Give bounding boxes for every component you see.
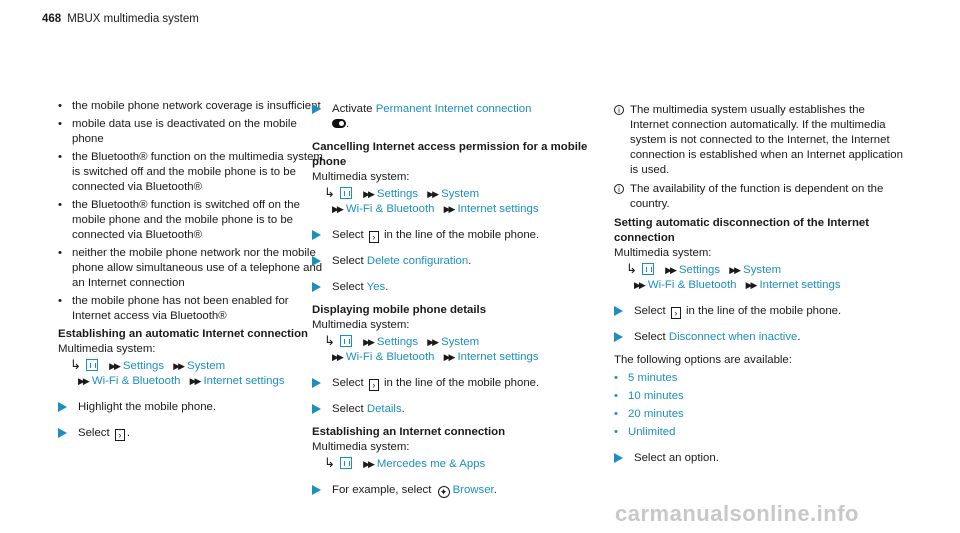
step [312, 254, 600, 269]
list-item: • the Bluetooth® function on the multimedia system is switched off and the mobile phone is to be connected via Bluetooth® [58, 150, 328, 195]
menu-internet-settings[interactable]: Internet settings [457, 203, 539, 215]
watermark: carmanualsonline.info [615, 501, 859, 526]
section-heading: Setting automatic disconnection of the Internet connection [614, 217, 870, 244]
step-arrow-icon [312, 404, 321, 414]
info-icon: i [614, 184, 624, 194]
step-text: Activate [332, 103, 373, 115]
double-chevron-icon: ▶▶ [363, 337, 373, 347]
chevron-right-icon[interactable]: › [369, 231, 379, 243]
options-intro: The following options are available: [614, 354, 792, 366]
chevron-right-icon[interactable]: › [671, 307, 681, 319]
option-20-minutes[interactable]: • 20 minutes [614, 407, 904, 422]
step-arrow-icon [614, 306, 623, 316]
step-text: For example, select [332, 484, 432, 496]
double-chevron-icon: ▶▶ [729, 265, 740, 275]
step-arrow-icon [312, 230, 321, 240]
menu-mercedes-apps[interactable]: Mercedes me & Apps [376, 458, 486, 470]
column-1 [58, 99, 328, 449]
list-item: • the mobile phone has not been enabled for Internet access via Bluetooth® [58, 294, 328, 324]
column-3 [614, 103, 904, 474]
note-text: The multimedia system usually establishes the Internet connection automatically. If the multimedia system is not connected to the Internet, the Internet connection is established when an Internet application is used. [630, 104, 903, 176]
info-icon: i [614, 105, 624, 115]
step [58, 400, 328, 415]
column-2 [312, 102, 600, 506]
step-text: Select [332, 255, 364, 267]
step: Activate Permanent Internet connection . [312, 102, 600, 132]
home-icon [340, 457, 352, 469]
menu-settings[interactable]: Settings [376, 336, 419, 348]
double-chevron-icon: ▶▶ [109, 361, 119, 371]
compass-icon[interactable]: ✦ [438, 486, 450, 498]
step-arrow-icon [312, 485, 321, 495]
step-text: Select [78, 427, 110, 439]
step-arrow-icon [614, 453, 623, 463]
section-heading: Establishing an automatic Internet connection [58, 328, 308, 340]
return-arrow-icon: ↳ [324, 455, 335, 470]
menu-path-label: Multimedia system: [312, 319, 410, 331]
step-arrow-icon [312, 378, 321, 388]
menu-settings[interactable]: Settings [376, 188, 419, 200]
step [312, 228, 600, 243]
double-chevron-icon: ▶▶ [363, 459, 373, 469]
menu-system[interactable]: System [441, 188, 480, 200]
menu-path [312, 350, 600, 365]
double-chevron-icon: ▶▶ [189, 376, 200, 386]
menu-wifi-bluetooth[interactable]: Wi-Fi & Bluetooth [345, 351, 435, 363]
double-chevron-icon: ▶▶ [427, 189, 438, 199]
note-text: The availability of the function is dependent on the country. [630, 183, 884, 210]
disconnect-inactive-link[interactable]: Disconnect when inactive [668, 331, 798, 343]
step [312, 402, 600, 417]
step [312, 280, 600, 295]
details-link[interactable]: Details [366, 403, 402, 415]
toggle-icon[interactable] [332, 119, 346, 128]
menu-path-label: Multimedia system: [312, 171, 410, 183]
option-5-minutes[interactable]: • 5 minutes [614, 371, 904, 386]
menu-settings[interactable]: Settings [122, 360, 165, 372]
menu-wifi-bluetooth[interactable]: Wi-Fi & Bluetooth [647, 279, 737, 291]
double-chevron-icon: ▶▶ [427, 337, 438, 347]
section-heading: Cancelling Internet access permission for a mobile phone [312, 141, 588, 168]
step-arrow-icon [312, 104, 321, 114]
return-arrow-icon: ↳ [70, 357, 81, 372]
step-text: . [126, 427, 131, 439]
menu-system[interactable]: System [441, 336, 480, 348]
page-title: MBUX multimedia system [67, 13, 199, 25]
step-text: Highlight the mobile phone. [78, 401, 217, 413]
menu-wifi-bluetooth[interactable]: Wi-Fi & Bluetooth [91, 375, 181, 387]
page-header [42, 12, 199, 27]
list-item: • mobile data use is deactivated on the mobile phone [58, 117, 328, 147]
list-item: • neither the mobile phone network nor the mobile phone allow simultaneous use of a telephone and an Internet connection [58, 246, 328, 291]
menu-path [58, 357, 328, 374]
list-item: • the mobile phone network coverage is insufficient [58, 99, 328, 114]
double-chevron-icon: ▶▶ [332, 204, 342, 214]
punctuation: . [493, 484, 497, 496]
double-chevron-icon: ▶▶ [665, 265, 675, 275]
double-chevron-icon: ▶▶ [443, 352, 454, 362]
double-chevron-icon: ▶▶ [745, 280, 756, 290]
page-number: 468 [42, 13, 62, 25]
chevron-right-icon[interactable]: › [115, 429, 125, 441]
menu-path [312, 333, 600, 350]
step [312, 483, 600, 498]
double-chevron-icon: ▶▶ [332, 352, 342, 362]
double-chevron-icon: ▶▶ [173, 361, 184, 371]
info-note [614, 182, 904, 212]
step-text: Select [332, 403, 364, 415]
menu-internet-settings[interactable]: Internet settings [759, 279, 841, 291]
step: Select Disconnect when inactive. [614, 330, 904, 345]
punctuation: . [401, 403, 405, 415]
chevron-right-icon[interactable]: › [369, 379, 379, 391]
browser-link[interactable]: Browser [452, 484, 494, 496]
step-text: Select [634, 305, 666, 317]
option-unlimited[interactable]: • Unlimited [614, 425, 904, 440]
step-text: Select [332, 281, 364, 293]
step-text: Select an option. [634, 452, 719, 464]
step [614, 304, 904, 319]
section-heading: Establishing an Internet connection [312, 426, 506, 438]
menu-path-label: Multimedia system: [614, 247, 712, 259]
step [58, 426, 328, 441]
menu-path-label: Multimedia system: [58, 343, 156, 355]
menu-system[interactable]: System [187, 360, 226, 372]
menu-wifi-bluetooth[interactable]: Wi-Fi & Bluetooth [345, 203, 435, 215]
return-arrow-icon: ↳ [324, 333, 335, 348]
step-arrow-icon [614, 332, 623, 342]
menu-system[interactable]: System [743, 264, 782, 276]
yes-link[interactable]: Yes [366, 281, 386, 293]
double-chevron-icon: ▶▶ [363, 189, 373, 199]
double-chevron-icon: ▶▶ [443, 204, 454, 214]
return-arrow-icon: ↳ [324, 185, 335, 200]
double-chevron-icon: ▶▶ [78, 376, 88, 386]
menu-path [614, 278, 904, 293]
home-icon [86, 359, 98, 371]
step-text: in the line of the mobile phone. [686, 305, 842, 317]
home-icon [642, 263, 654, 275]
return-arrow-icon: ↳ [626, 261, 637, 276]
step-arrow-icon [312, 256, 321, 266]
double-chevron-icon: ▶▶ [634, 280, 644, 290]
menu-path [614, 261, 904, 278]
option-10-minutes[interactable]: • 10 minutes [614, 389, 904, 404]
menu-path [58, 374, 328, 389]
step [614, 451, 904, 466]
delete-configuration-link[interactable]: Delete configuration [366, 255, 469, 267]
home-icon [340, 187, 352, 199]
list-item: • the Bluetooth® function is switched off on the mobile phone and the mobile phone is to be connected via Bluetooth® [58, 198, 328, 243]
menu-settings[interactable]: Settings [678, 264, 721, 276]
menu-path [312, 185, 600, 202]
menu-path-label: Multimedia system: [312, 441, 410, 453]
step-text: in the line of the mobile phone. [384, 229, 540, 241]
step-text: Select [332, 377, 364, 389]
punctuation: . [385, 281, 389, 293]
permanent-connection-link[interactable]: Permanent Internet connection [375, 103, 532, 115]
home-icon [340, 335, 352, 347]
menu-path [312, 202, 600, 217]
menu-internet-settings[interactable]: Internet settings [203, 375, 285, 387]
menu-path [312, 455, 600, 472]
step-text: in the line of the mobile phone. [384, 377, 540, 389]
menu-internet-settings[interactable]: Internet settings [457, 351, 539, 363]
step-arrow-icon [58, 402, 67, 412]
step [312, 376, 600, 391]
section-heading: Displaying mobile phone details [312, 304, 487, 316]
step-text: Select [634, 331, 666, 343]
step-arrow-icon [58, 428, 67, 438]
punctuation: . [468, 255, 472, 267]
step-text: Select [332, 229, 364, 241]
info-note [614, 103, 904, 178]
step-arrow-icon [312, 282, 321, 292]
